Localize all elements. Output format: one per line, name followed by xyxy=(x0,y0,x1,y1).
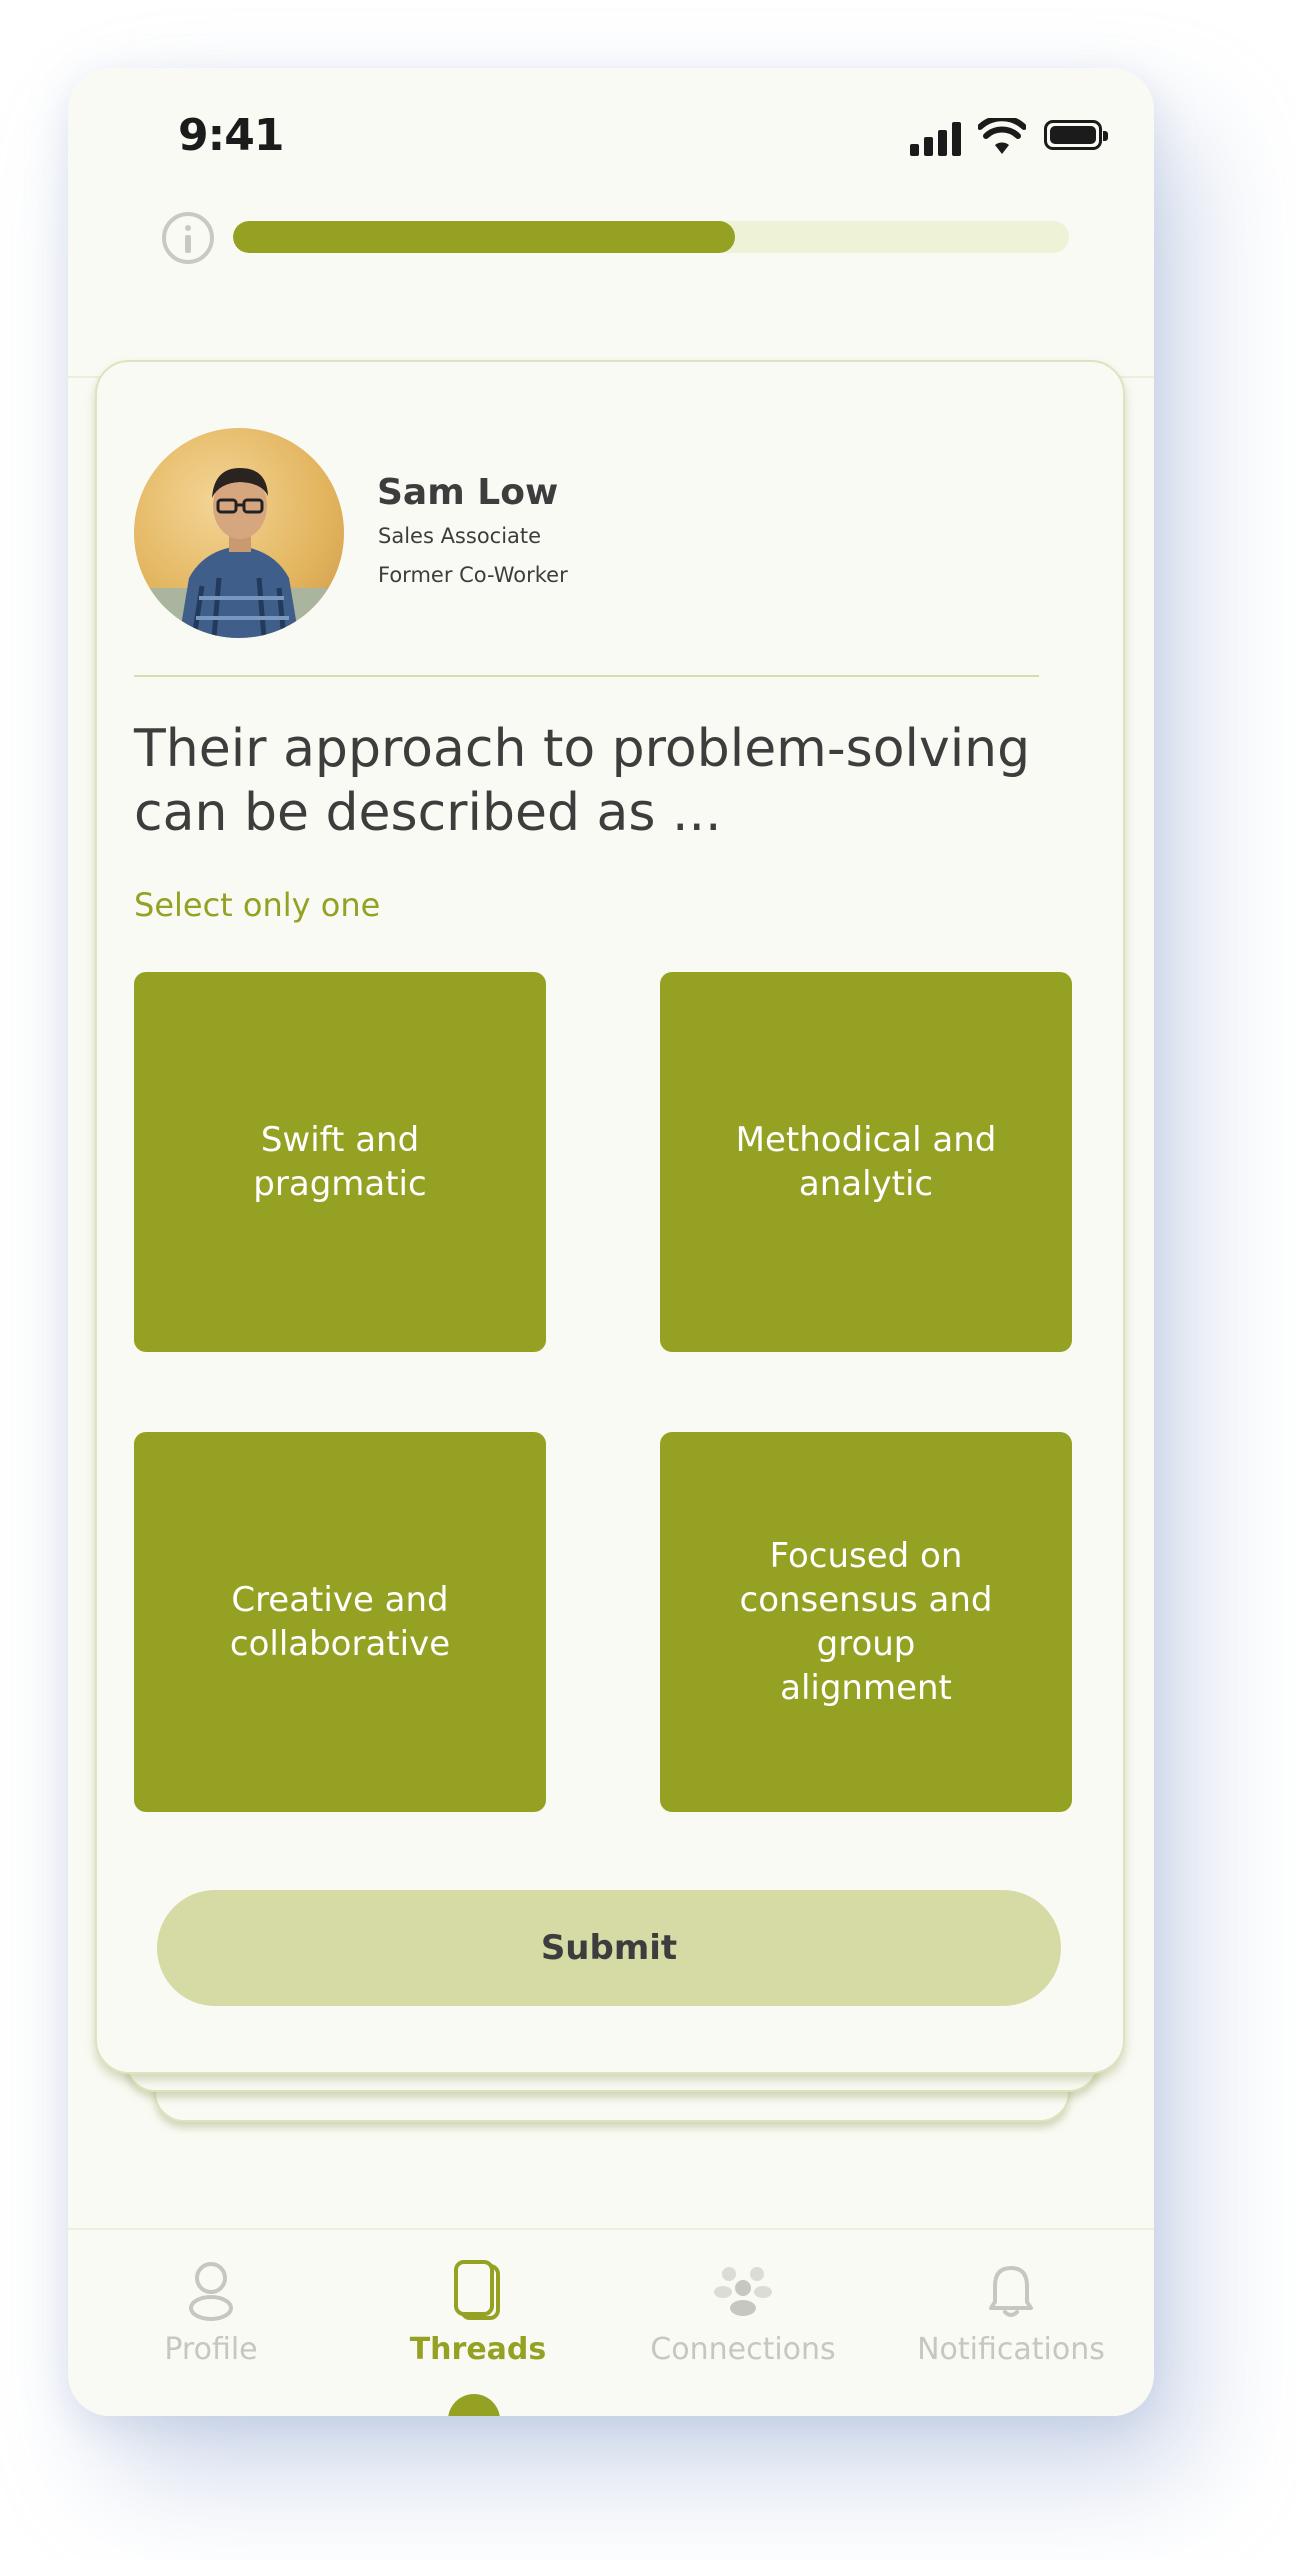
option-label: Focused on consensus and group alignment xyxy=(739,1536,993,1708)
selection-hint: Select only one xyxy=(134,886,381,924)
option-creative-collaborative[interactable] xyxy=(134,1432,546,1812)
person-photo xyxy=(134,428,344,638)
nav-item-connections[interactable] xyxy=(608,2230,878,2416)
bottom-navigation xyxy=(68,2228,1154,2416)
progress-fill xyxy=(233,221,735,253)
phone-screen xyxy=(68,68,1154,2416)
nav-item-threads[interactable] xyxy=(343,2230,613,2416)
option-consensus-alignment[interactable] xyxy=(660,1432,1072,1812)
person-relationship: Former Co-Worker xyxy=(378,563,568,587)
submit-button[interactable]: Submit xyxy=(157,1890,1061,2006)
battery-icon xyxy=(1044,120,1102,150)
wifi-icon xyxy=(978,118,1026,156)
nav-label-connections: Connections xyxy=(650,2332,836,2367)
option-label: Methodical and analytic xyxy=(735,1120,997,1204)
option-label: Creative and collaborative xyxy=(229,1580,451,1664)
option-methodical-analytic[interactable] xyxy=(660,972,1072,1352)
card-divider xyxy=(134,675,1039,677)
nav-label-profile: Profile xyxy=(164,2332,258,2367)
person-name: Sam Low xyxy=(377,472,559,513)
nav-item-notifications[interactable] xyxy=(876,2230,1146,2416)
nav-label-notifications: Notifications xyxy=(917,2332,1105,2367)
info-icon[interactable] xyxy=(162,212,214,264)
group-icon xyxy=(713,2258,773,2322)
status-bar xyxy=(68,68,1154,208)
progress-bar xyxy=(233,221,1069,253)
option-swift-pragmatic[interactable] xyxy=(134,972,546,1352)
nav-label-threads: Threads xyxy=(409,2332,547,2367)
option-label: Swift and pragmatic xyxy=(253,1120,427,1204)
nav-item-profile[interactable] xyxy=(76,2230,346,2416)
cellular-signal-icon xyxy=(910,120,962,156)
question-card xyxy=(95,360,1125,2074)
status-time: 9:41 xyxy=(178,110,284,161)
person-icon xyxy=(181,2258,241,2322)
bell-icon xyxy=(981,2258,1041,2322)
threads-icon xyxy=(448,2258,508,2322)
avatar xyxy=(134,428,344,638)
person-role: Sales Associate xyxy=(378,524,542,548)
question-text: Their approach to problem-solving can be described as ... xyxy=(134,719,1031,843)
